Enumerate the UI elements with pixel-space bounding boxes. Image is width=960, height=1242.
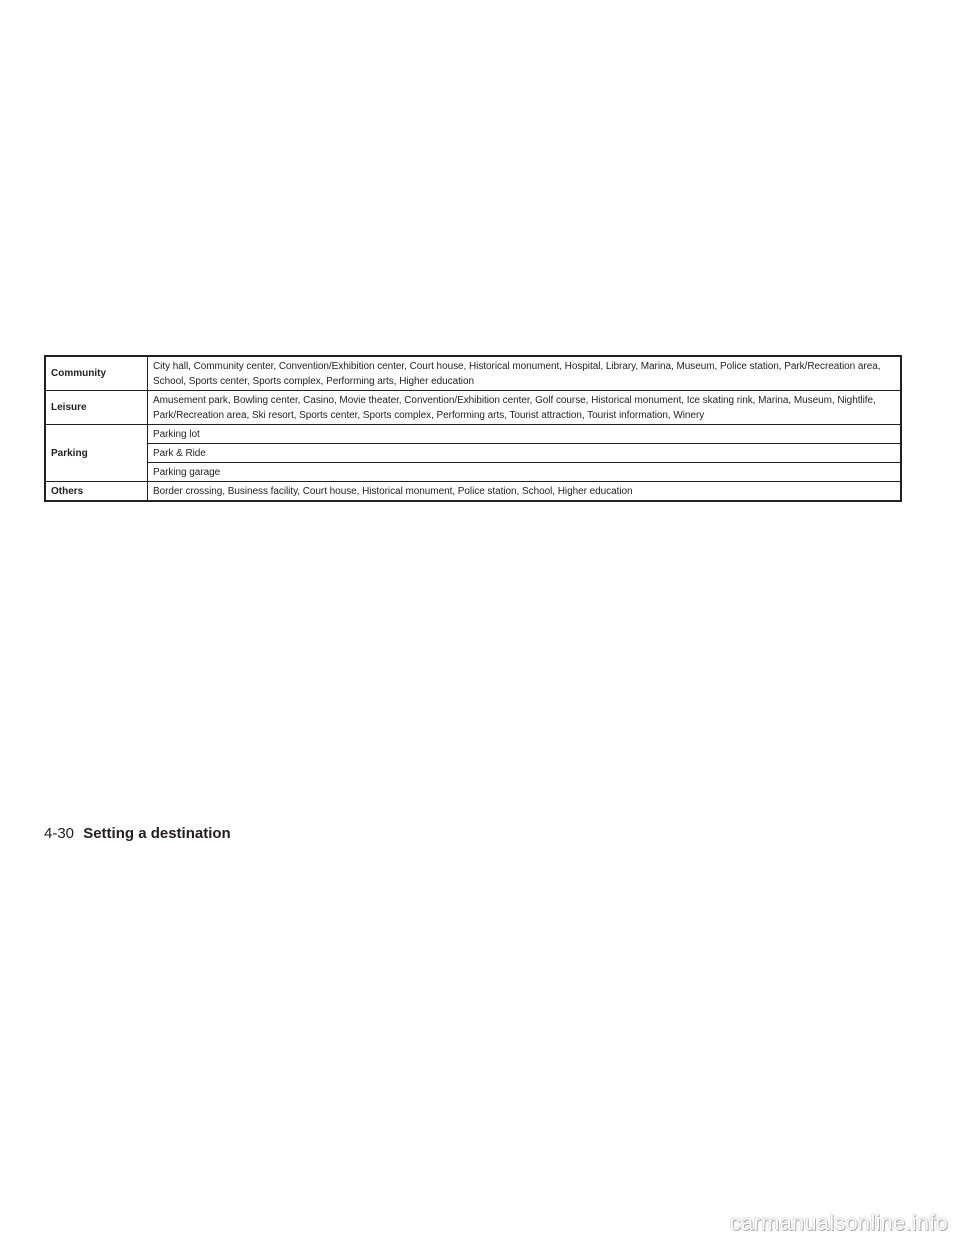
category-items-leisure: Amusement park, Bowling center, Casino, Movie theater, Convention/Exhibition center, Golf course, Historical monument, Ice skating rink, Marina, Museum, Nightlife, Park/Recreation area, Ski resort, Sports center, Sports complex, Performing arts, Tourist attraction, Tourist information, Winery (148, 391, 902, 425)
parking-item: Parking garage (148, 463, 902, 482)
page-footer (44, 825, 231, 843)
category-items-community: City hall, Community center, Convention/Exhibition center, Court house, Historical monument, Hospital, Library, Marina, Museum, Police station, Park/Recreation area, School, Sports center, Sports complex, Performing arts, Higher education (148, 356, 902, 391)
category-items-others: Border crossing, Business facility, Court house, Historical monument, Police station, School, Higher education (148, 482, 902, 502)
table-row (45, 356, 901, 391)
parking-item: Parking lot (148, 425, 902, 444)
table-row (45, 463, 901, 482)
category-label-leisure: Leisure (45, 391, 148, 425)
table-row (45, 391, 901, 425)
category-label-community: Community (45, 356, 148, 391)
category-label-parking: Parking (45, 425, 148, 482)
category-label-others: Others (45, 482, 148, 502)
table-row (45, 425, 901, 444)
table-row (45, 482, 901, 502)
watermark: carmanualsonline.info (729, 1210, 948, 1235)
poi-category-table (44, 355, 902, 502)
section-title: Setting a destination (83, 825, 231, 842)
page-number: 4-30 (44, 825, 75, 842)
parking-item: Park & Ride (148, 444, 902, 463)
table-row (45, 444, 901, 463)
